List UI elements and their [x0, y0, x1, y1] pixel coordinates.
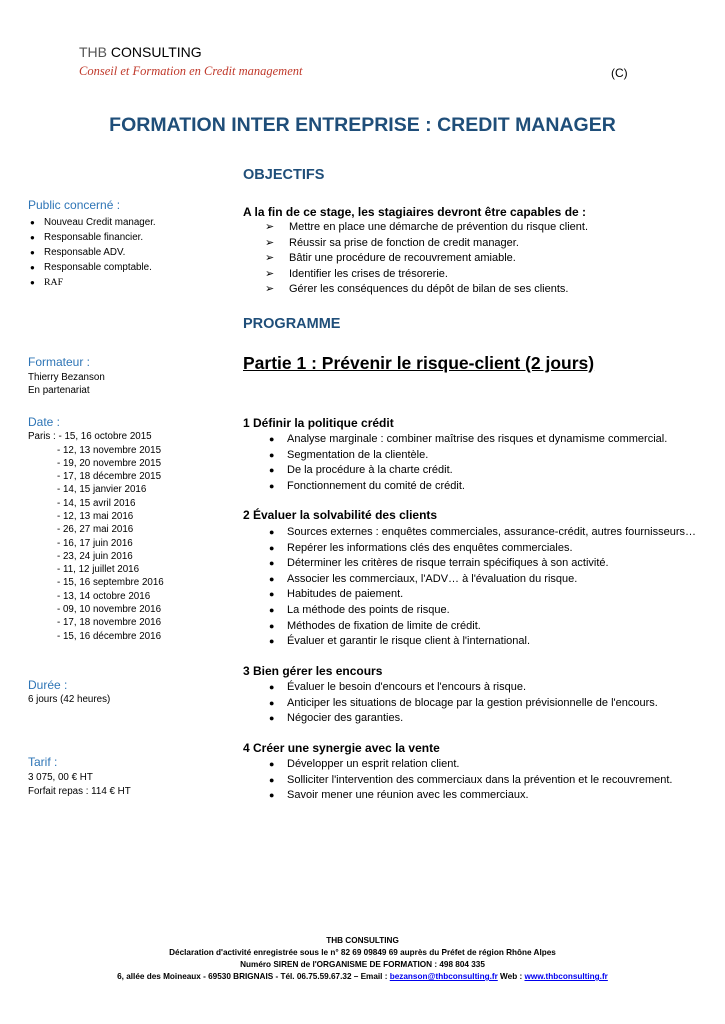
list-item: ● La méthode des points de risque.	[269, 603, 696, 619]
arrow-bullet-icon: ➢	[265, 221, 275, 233]
tarif-meal: Forfait repas : 114 € HT	[28, 786, 131, 797]
main-title: FORMATION INTER ENTREPRISE : CREDIT MANAGER	[109, 114, 616, 136]
list-item: ➢ Mettre en place une démarche de prévention du risque client.	[265, 220, 705, 236]
bullet-icon: ●	[269, 636, 275, 647]
list-item: ● Segmentation de la clientèle.	[269, 448, 667, 464]
bullet-icon: ●	[269, 620, 275, 631]
date-list	[57, 444, 164, 643]
list-item: ● Anticiper les situations de blocage par la gestion prévisionnelle de l'encours.	[269, 696, 658, 712]
list-item: ● De la procédure à la charte crédit.	[269, 463, 667, 479]
bullet-icon: ●	[30, 233, 35, 242]
arrow-bullet-icon: ➢	[265, 267, 275, 280]
bullet-icon: ●	[269, 697, 275, 708]
section-list	[269, 757, 672, 804]
company-tagline: Conseil et Formation en Credit management	[79, 64, 303, 78]
bullet-icon: ●	[269, 589, 275, 600]
section-list	[269, 680, 658, 727]
bullet-icon: ●	[269, 774, 275, 785]
list-item: ● Savoir mener une réunion avec les commerciaux.	[269, 788, 672, 804]
bullet-icon: ●	[269, 573, 275, 584]
date-item: - 09, 10 novembre 2016	[57, 604, 162, 616]
section-list	[269, 525, 696, 650]
email-link[interactable]: bezanson@thbconsulting.fr	[389, 972, 498, 981]
list-item: ● Négocier des garanties.	[269, 711, 658, 727]
list-item: ● Associer les commerciaux, l'ADV… à l'évaluation du risque.	[269, 572, 696, 588]
list-item: ➢ Réussir sa prise de fonction de credit manager.	[265, 236, 705, 252]
list-item: ● Déterminer les critères de risque terrain spécifiques à son activité.	[269, 556, 696, 572]
date-item: - 15, 16 décembre 2016	[57, 630, 162, 642]
duree-heading: Durée :	[28, 678, 68, 692]
list-item: ● Responsable ADV.	[30, 247, 126, 258]
footer-siren: Numéro SIREN de l'ORGANISME DE FORMATION : 498 804 335	[240, 960, 485, 969]
date-item: - 12, 13 novembre 2015	[57, 444, 162, 456]
list-item: ● Évaluer le besoin d'encours et l'encours à risque.	[269, 680, 658, 696]
date-item: - 16, 17 juin 2016	[57, 537, 133, 549]
section-title: 2 Évaluer la solvabilité des clients	[243, 508, 438, 522]
objectives-heading: OBJECTIFS	[243, 167, 325, 183]
document-reference: (C)	[611, 66, 628, 80]
date-item: - 23, 24 juin 2016	[57, 550, 133, 562]
bullet-icon: ●	[269, 527, 275, 537]
tarif-heading: Tarif :	[28, 755, 58, 769]
public-list	[28, 215, 156, 290]
part-title: Partie 1 : Prévenir le risque-client (2 jours)	[243, 353, 595, 373]
bullet-icon: ●	[269, 434, 275, 444]
date-item: - 15, 16 septembre 2016	[57, 577, 164, 589]
programme-heading: PROGRAMME	[243, 316, 341, 332]
date-item: - 17, 18 novembre 2016	[57, 617, 162, 629]
bullet-icon: ●	[269, 480, 275, 491]
duree-value: 6 jours (42 heures)	[28, 694, 111, 705]
list-item: ➢ Gérer les conséquences du dépôt de bilan de ses clients.	[265, 282, 705, 298]
formateur-heading: Formateur :	[28, 355, 91, 369]
objectives-list	[265, 220, 705, 298]
bullet-icon: ●	[30, 263, 35, 272]
footer	[0, 935, 725, 983]
bullet-icon: ●	[269, 790, 275, 801]
date-heading: Date :	[28, 415, 61, 429]
list-item: ● Nouveau Credit manager.	[30, 217, 156, 228]
list-item: ● Habitudes de paiement.	[269, 587, 696, 603]
website-link[interactable]: www.thbconsulting.fr	[524, 972, 608, 981]
formateur-name: Thierry Bezanson	[28, 372, 105, 383]
arrow-bullet-icon: ➢	[265, 252, 275, 264]
footer-address-line: 6, allée des Moineaux - 69530 BRIGNAIS - Tél. 06.75.59.67.32 – Email : bezanson@thbconsulting.fr Web : www.thbconsulting.fr	[117, 972, 608, 981]
bullet-icon: ●	[269, 713, 275, 724]
list-item: ● Repérer les informations clés des enquêtes commerciales.	[269, 541, 696, 557]
footer-declaration: Déclaration d'activité enregistrée sous le n° 82 69 09849 69 auprès du Préfet de région Rhône Alpes	[169, 948, 556, 957]
date-item: - 12, 13 mai 2016	[57, 510, 134, 522]
list-item: ● Développer un esprit relation client.	[269, 757, 672, 773]
company-name: THB CONSULTING	[79, 44, 202, 60]
footer-company: THB CONSULTING	[326, 936, 399, 945]
public-heading: Public concerné :	[28, 198, 121, 212]
date-item: - 26, 27 mai 2016	[57, 524, 134, 536]
list-item: ● Responsable comptable.	[30, 262, 152, 273]
list-item: ● Évaluer et garantir le risque client à l'international.	[269, 634, 696, 650]
section-title: 4 Créer une synergie avec la vente	[243, 741, 440, 755]
list-item: ● Sources externes : enquêtes commerciales, assurance-crédit, autres fournisseurs…	[269, 525, 696, 541]
date-item: - 19, 20 novembre 2015	[57, 457, 162, 469]
list-item: ➢ Bâtir une procédure de recouvrement amiable.	[265, 251, 705, 267]
formateur-note: En partenariat	[28, 385, 90, 396]
date-item: - 13, 14 octobre 2016	[57, 590, 151, 602]
section-list	[269, 432, 667, 494]
bullet-icon: ●	[269, 759, 275, 769]
arrow-bullet-icon: ➢	[265, 283, 275, 295]
bullet-icon: ●	[269, 558, 275, 569]
date-first: Paris : - 15, 16 octobre 2015	[28, 431, 152, 442]
date-item: - 14, 15 avril 2016	[57, 497, 136, 509]
list-item: ● Fonctionnement du comité de crédit.	[269, 479, 667, 495]
list-item: ● Solliciter l'intervention des commerciaux dans la prévention et le recouvrement.	[269, 773, 672, 789]
list-item: ● RAF	[30, 277, 64, 288]
date-item: - 17, 18 décembre 2015	[57, 471, 162, 483]
section-title: 3 Bien gérer les encours	[243, 664, 383, 678]
section-title: 1 Définir la politique crédit	[243, 416, 394, 430]
bullet-icon: ●	[269, 449, 275, 460]
tarif-price: 3 075, 00 € HT	[28, 772, 93, 783]
list-item: ● Analyse marginale : combiner maîtrise des risques et dynamisme commercial.	[269, 432, 667, 448]
bullet-icon: ●	[30, 248, 35, 257]
bullet-icon: ●	[30, 278, 35, 287]
bullet-icon: ●	[269, 682, 275, 692]
bullet-icon: ●	[269, 604, 275, 615]
bullet-icon: ●	[269, 542, 275, 553]
objectives-intro: A la fin de ce stage, les stagiaires devront être capables de :	[243, 205, 587, 219]
list-item: ➢ Identifier les crises de trésorerie.	[265, 267, 705, 283]
date-item: - 14, 15 janvier 2016	[57, 484, 147, 496]
list-item: ● Responsable financier.	[30, 232, 144, 243]
list-item: ● Méthodes de fixation de limite de crédit.	[269, 619, 696, 635]
bullet-icon: ●	[269, 465, 275, 476]
date-item: - 11, 12 juillet 2016	[57, 564, 140, 576]
bullet-icon: ●	[30, 218, 35, 227]
arrow-bullet-icon: ➢	[265, 236, 275, 249]
